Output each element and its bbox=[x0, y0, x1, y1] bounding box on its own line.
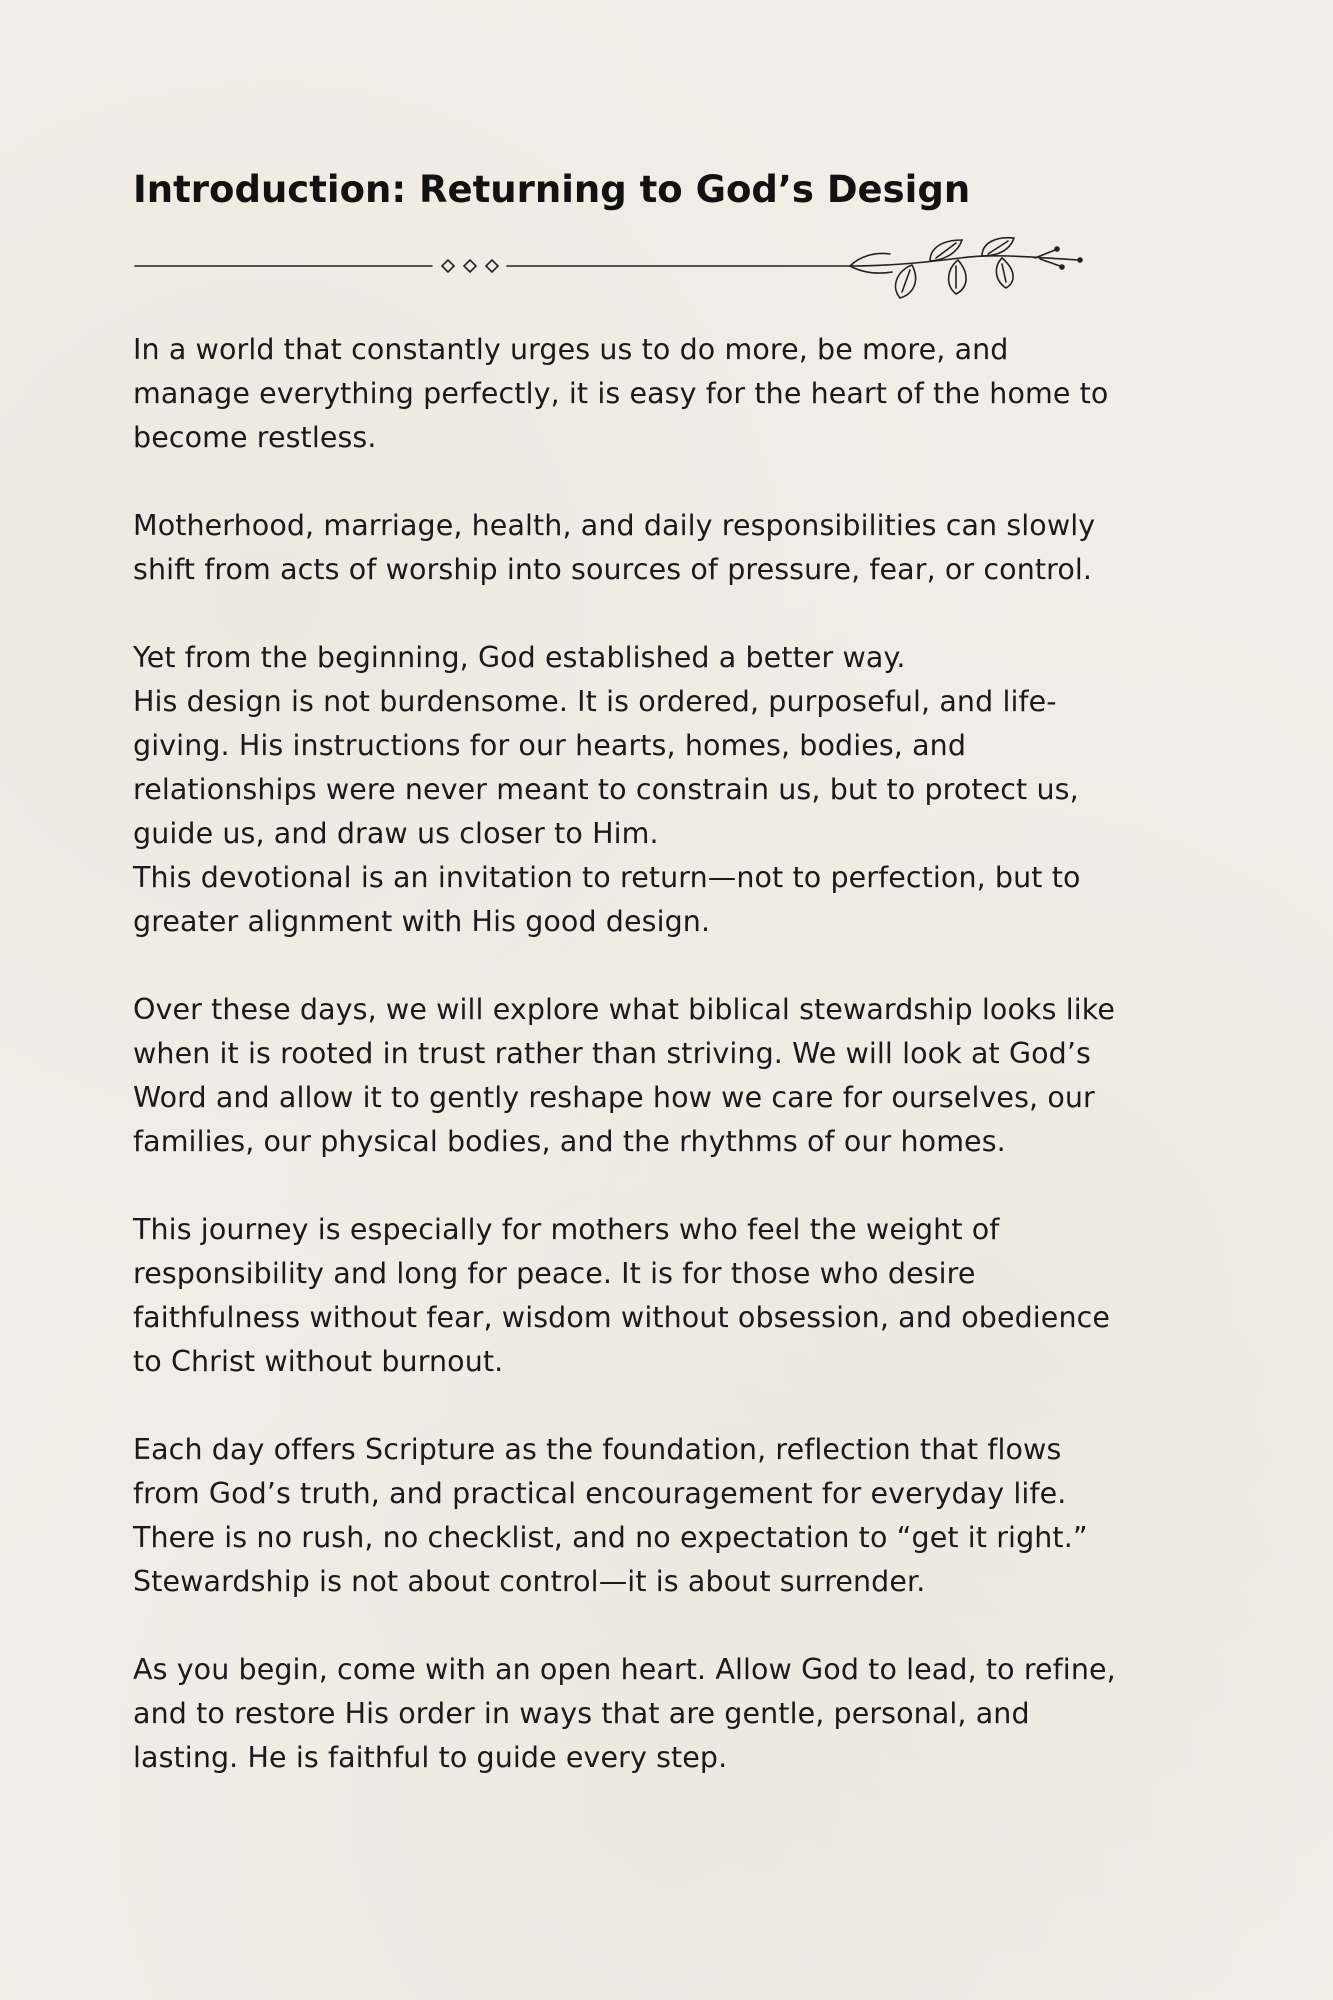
paragraph bbox=[133, 1208, 1248, 1384]
text-line: relationships were never meant to constrain us, but to protect us, bbox=[133, 773, 1079, 806]
text-line: guide us, and draw us closer to Him. bbox=[133, 817, 659, 850]
text-line: manage everything perfectly, it is easy for the heart of the home to bbox=[133, 377, 1109, 410]
text-line: This journey is especially for mothers who feel the weight of bbox=[133, 1213, 1000, 1246]
text-line: Over these days, we will explore what biblical stewardship looks like bbox=[133, 993, 1115, 1026]
ornamental-divider-icon bbox=[130, 228, 1090, 308]
text-line: Each day offers Scripture as the foundation, reflection that flows bbox=[133, 1433, 1062, 1466]
text-line: lasting. He is faithful to guide every step. bbox=[133, 1741, 728, 1774]
text-line: His design is not burdensome. It is ordered, purposeful, and life- bbox=[133, 685, 1057, 718]
text-line: and to restore His order in ways that are gentle, personal, and bbox=[133, 1697, 1030, 1730]
text-line: to Christ without burnout. bbox=[133, 1345, 504, 1378]
text-line: Stewardship is not about control—it is about surrender. bbox=[133, 1565, 926, 1598]
text-line: greater alignment with His good design. bbox=[133, 905, 711, 938]
paragraph bbox=[133, 1428, 1248, 1604]
text-line: from God’s truth, and practical encouragement for everyday life. bbox=[133, 1477, 1067, 1510]
text-line: become restless. bbox=[133, 421, 377, 454]
paragraph bbox=[133, 504, 1248, 592]
paragraph bbox=[133, 1648, 1248, 1780]
text-line: when it is rooted in trust rather than striving. We will look at God’s bbox=[133, 1037, 1091, 1070]
paragraph bbox=[133, 636, 1248, 944]
text-line: There is no rush, no checklist, and no expectation to “get it right.” bbox=[133, 1521, 1088, 1554]
text-line: As you begin, come with an open heart. Allow God to lead, to refine, bbox=[133, 1653, 1116, 1686]
page-title: Introduction: Returning to God’s Design bbox=[133, 168, 971, 211]
paragraph bbox=[133, 328, 1248, 460]
paragraph bbox=[133, 988, 1248, 1164]
body-text bbox=[133, 328, 1248, 1824]
text-line: giving. His instructions for our hearts, homes, bodies, and bbox=[133, 729, 967, 762]
text-line: faithfulness without fear, wisdom without obsession, and obedience bbox=[133, 1301, 1111, 1334]
text-line: responsibility and long for peace. It is for those who desire bbox=[133, 1257, 976, 1290]
text-line: In a world that constantly urges us to do more, be more, and bbox=[133, 333, 1009, 366]
text-line: This devotional is an invitation to return—not to perfection, but to bbox=[133, 861, 1081, 894]
text-line: shift from acts of worship into sources of pressure, fear, or control. bbox=[133, 553, 1093, 586]
text-line: Yet from the beginning, God established a better way. bbox=[133, 641, 906, 674]
text-line: Motherhood, marriage, health, and daily responsibilities can slowly bbox=[133, 509, 1096, 542]
text-line: families, our physical bodies, and the rhythms of our homes. bbox=[133, 1125, 1006, 1158]
text-line: Word and allow it to gently reshape how we care for ourselves, our bbox=[133, 1081, 1095, 1114]
